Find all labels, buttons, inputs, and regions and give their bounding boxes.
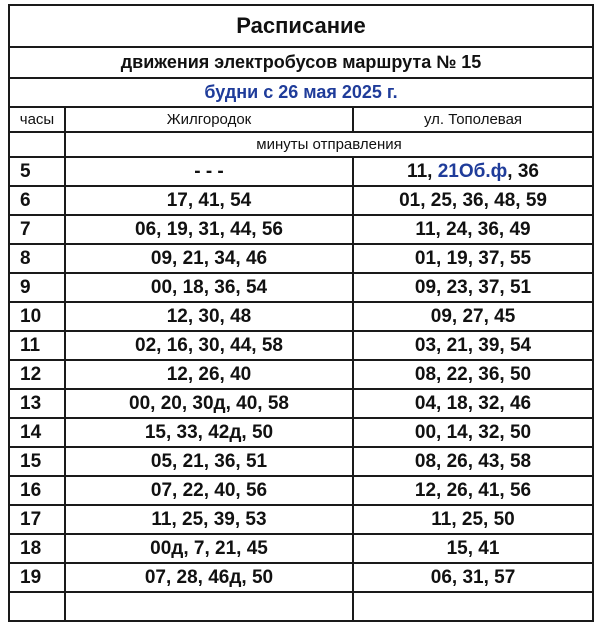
hour-cell: 6 xyxy=(9,186,65,215)
stop-b-minutes: 04, 18, 32, 46 xyxy=(353,389,593,418)
hour-cell-cut xyxy=(9,592,65,621)
stop-a-minutes-cut xyxy=(65,592,353,621)
stop-a-minutes: 00д, 7, 21, 45 xyxy=(65,534,353,563)
hours-header: часы xyxy=(9,107,65,132)
stop-b-minutes: 06, 31, 57 xyxy=(353,563,593,592)
date-row xyxy=(9,78,593,107)
stop-a-minutes: 06, 19, 31, 44, 56 xyxy=(65,215,353,244)
table-row xyxy=(9,476,593,505)
hour-cell: 15 xyxy=(9,447,65,476)
stop-a-minutes: 07, 28, 46д, 50 xyxy=(65,563,353,592)
stop-a-minutes: 00, 20, 30д, 40, 58 xyxy=(65,389,353,418)
stop-b-minutes: 08, 26, 43, 58 xyxy=(353,447,593,476)
minutes-label-spacer xyxy=(9,132,65,157)
stop-a-minutes: 15, 33, 42д, 50 xyxy=(65,418,353,447)
stop-a-minutes: 00, 18, 36, 54 xyxy=(65,273,353,302)
stop-a-minutes: 11, 25, 39, 53 xyxy=(65,505,353,534)
timetable xyxy=(8,4,594,622)
table-row xyxy=(9,447,593,476)
special-trip-mark: 21Об.ф xyxy=(437,160,508,182)
timetable-sheet xyxy=(8,4,592,622)
stop-b-minutes: 09, 23, 37, 51 xyxy=(353,273,593,302)
stop-b-minutes-part: 11, xyxy=(407,160,438,182)
stop-b-minutes: 01, 25, 36, 48, 59 xyxy=(353,186,593,215)
hour-cell: 14 xyxy=(9,418,65,447)
hour-cell: 16 xyxy=(9,476,65,505)
table-row-cut-off xyxy=(9,592,593,621)
timetable-body xyxy=(9,5,593,621)
stop-b-minutes: 11, 24, 36, 49 xyxy=(353,215,593,244)
subtitle-row xyxy=(9,47,593,78)
table-row xyxy=(9,157,593,186)
stop-b-minutes: 03, 21, 39, 54 xyxy=(353,331,593,360)
stop-b-minutes: 15, 41 xyxy=(353,534,593,563)
stop-a-minutes: 07, 22, 40, 56 xyxy=(65,476,353,505)
table-row xyxy=(9,389,593,418)
stop-a-minutes: - - - xyxy=(65,157,353,186)
stop-b-minutes: 00, 14, 32, 50 xyxy=(353,418,593,447)
stop-a-minutes: 12, 30, 48 xyxy=(65,302,353,331)
route-subtitle: движения электробусов маршрута № 15 xyxy=(9,47,593,78)
hour-cell: 19 xyxy=(9,563,65,592)
table-row xyxy=(9,534,593,563)
stop-a-minutes: 05, 21, 36, 51 xyxy=(65,447,353,476)
table-row xyxy=(9,302,593,331)
stop-a-minutes: 02, 16, 30, 44, 58 xyxy=(65,331,353,360)
title-row xyxy=(9,5,593,47)
table-row xyxy=(9,244,593,273)
table-row xyxy=(9,418,593,447)
hour-cell: 12 xyxy=(9,360,65,389)
stop-b-minutes: 12, 26, 41, 56 xyxy=(353,476,593,505)
minutes-label-row xyxy=(9,132,593,157)
stop-b-minutes: 11, 25, 50 xyxy=(353,505,593,534)
table-row xyxy=(9,360,593,389)
schedule-date: будни с 26 мая 2025 г. xyxy=(9,78,593,107)
hour-cell: 8 xyxy=(9,244,65,273)
column-header-row xyxy=(9,107,593,132)
stop-b-header: ул. Тополевая xyxy=(353,107,593,132)
stop-a-minutes: 17, 41, 54 xyxy=(65,186,353,215)
stop-b-minutes-cut xyxy=(353,592,593,621)
table-row xyxy=(9,215,593,244)
table-row xyxy=(9,563,593,592)
stop-a-minutes: 12, 26, 40 xyxy=(65,360,353,389)
hour-cell: 5 xyxy=(9,157,65,186)
hour-cell: 17 xyxy=(9,505,65,534)
stop-a-minutes: 09, 21, 34, 46 xyxy=(65,244,353,273)
table-row xyxy=(9,505,593,534)
hour-cell: 11 xyxy=(9,331,65,360)
hour-cell: 7 xyxy=(9,215,65,244)
minutes-label: минуты отправления xyxy=(65,132,593,157)
hour-cell: 13 xyxy=(9,389,65,418)
table-row xyxy=(9,331,593,360)
stop-b-minutes: 08, 22, 36, 50 xyxy=(353,360,593,389)
stop-b-minutes-part: , 36 xyxy=(507,160,539,182)
table-row xyxy=(9,273,593,302)
hour-cell: 18 xyxy=(9,534,65,563)
page-title: Расписание xyxy=(9,5,593,47)
stop-a-header: Жилгородок xyxy=(65,107,353,132)
hour-cell: 9 xyxy=(9,273,65,302)
table-row xyxy=(9,186,593,215)
stop-b-minutes: 09, 27, 45 xyxy=(353,302,593,331)
hour-cell: 10 xyxy=(9,302,65,331)
stop-b-minutes: 01, 19, 37, 55 xyxy=(353,244,593,273)
stop-b-minutes xyxy=(353,157,593,186)
